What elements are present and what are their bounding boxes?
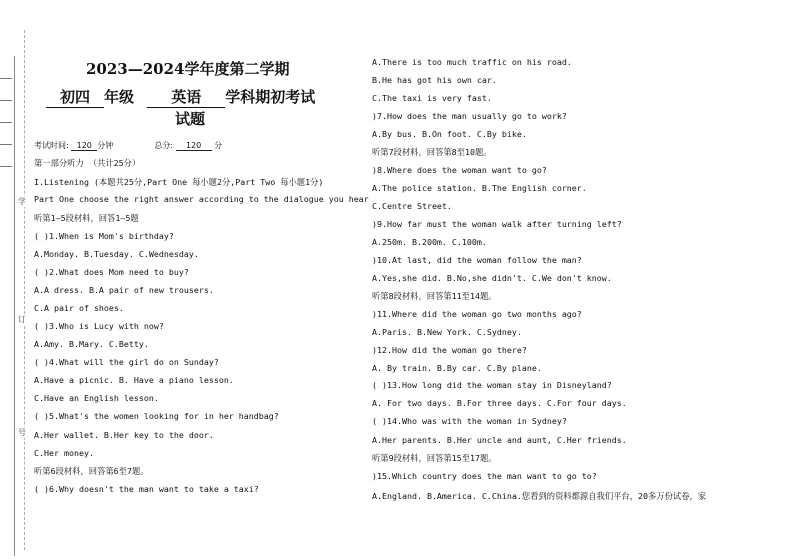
question-line: 听第6段材料，回答第6至7题。 [34,466,149,476]
question-line: ( )3.Who is Lucy with now? [34,321,164,331]
question-line: C.The taxi is very fast. [372,93,492,103]
grade-suffix: 年级 [104,88,135,106]
subject-suffix: 学科期初考试 [225,88,316,106]
question-line: ( )1.When is Mom's birthday? [34,231,174,241]
question-line: Part One choose the right answer according to the dialogue you hear [34,194,369,204]
question-line: A.Have a picnic. B. Have a piano lesson. [34,375,234,385]
question-line: I.Listening (本题共25分,Part One 每小题2分,Part Two 每小题1分) [34,177,324,187]
question-line: )12.How did the woman go there? [372,345,527,355]
question-line: A.There is too much traffic on his road. [372,57,572,67]
score-value: 120 [176,141,212,151]
question-line: ( )14.Who was with the woman in Sydney? [372,416,567,426]
score-label: 总分: [154,141,174,150]
question-line: A.England. B.America. C.China.您看到的资料都源自我们平台，20多万份试卷，家 [372,491,707,501]
question-line: )7.How does the man usually go to work? [372,111,567,121]
exam-title: 2023—2024学年度第二学期 [86,60,290,78]
time-label: 考试时间: [34,141,69,150]
question-line: )11.Where did the woman go two months ago? [372,309,582,319]
question-line: 听第1—5段材料，回答1—5题 [34,213,139,223]
question-line: A.Amy. B.Mary. C.Betty. [34,339,149,349]
question-line: ( )4.What will the girl do on Sunday? [34,357,219,367]
cut-line [24,30,25,550]
question-line: A. By train. B.By car. C.By plane. [372,363,542,373]
question-line: 第一部分听力 （共计25分） [34,158,141,168]
grade-field: 初四 [46,86,104,108]
binding-cell [0,144,12,167]
question-line: A.Paris. B.New York. C.Sydney. [372,327,522,337]
question-line: )8.Where does the woman want to go? [372,165,547,175]
question-line: C.Her money. [34,448,94,458]
question-line: C.A pair of shoes. [34,303,124,313]
question-line: 听第7段材料，回答第8至10题。 [372,147,492,157]
subject-field: 英语 [147,86,225,108]
question-line: ( )5.What's the women looking for in her handbag? [34,411,279,421]
binding-margin [0,56,15,556]
question-line: A. For two days. B.For three days. C.For four days. [372,398,627,408]
margin-char: 号 [18,428,26,437]
question-line: A.Monday. B.Tuesday. C.Wednesday. [34,249,199,259]
question-line: 听第9段材料，回答第15至17题。 [372,453,497,463]
exam-subject-line [46,86,315,108]
question-line: A.250m. B.200m. C.100m. [372,237,487,247]
binding-cell [0,122,12,145]
exam-subtitle: 试题 [175,110,206,128]
margin-char: 订 [18,315,26,324]
time-value: 120 [71,141,97,151]
question-line: B.He has got his own car. [372,75,497,85]
question-line: )10.At last, did the woman follow the man? [372,255,582,265]
question-line: A.The police station. B.The English corner. [372,183,587,193]
binding-cell [0,100,12,123]
time-unit: 分钟 [97,141,114,150]
binding-cell [0,78,12,101]
question-line: A.A dress. B.A pair of new trousers. [34,285,214,295]
question-line: ( )13.How long did the woman stay in Disneyland? [372,380,612,390]
score-unit: 分 [214,141,223,150]
question-line: C.Have an English lesson. [34,393,159,403]
question-line: A.Her parents. B.Her uncle and aunt, C.Her friends. [372,435,627,445]
question-line: ( )6.Why doesn't the man want to take a taxi? [34,484,259,494]
question-line: ( )2.What does Mom need to buy? [34,267,189,277]
question-line: A.Yes,she did. B.No,she didn't. C.We don't know. [372,273,612,283]
question-line: C.Centre Street. [372,201,452,211]
question-line: 听第8段材料，回答第11至14题。 [372,291,497,301]
exam-info [34,140,222,151]
question-line: )15.Which country does the man want to go to? [372,471,597,481]
question-line: A.Her wallet. B.Her key to the door. [34,430,214,440]
margin-char: 学 [18,197,26,206]
question-line: )9.How far must the woman walk after turning left? [372,219,622,229]
question-line: A.By bus. B.On foot. C.By bike. [372,129,527,139]
binding-cell [0,56,12,79]
